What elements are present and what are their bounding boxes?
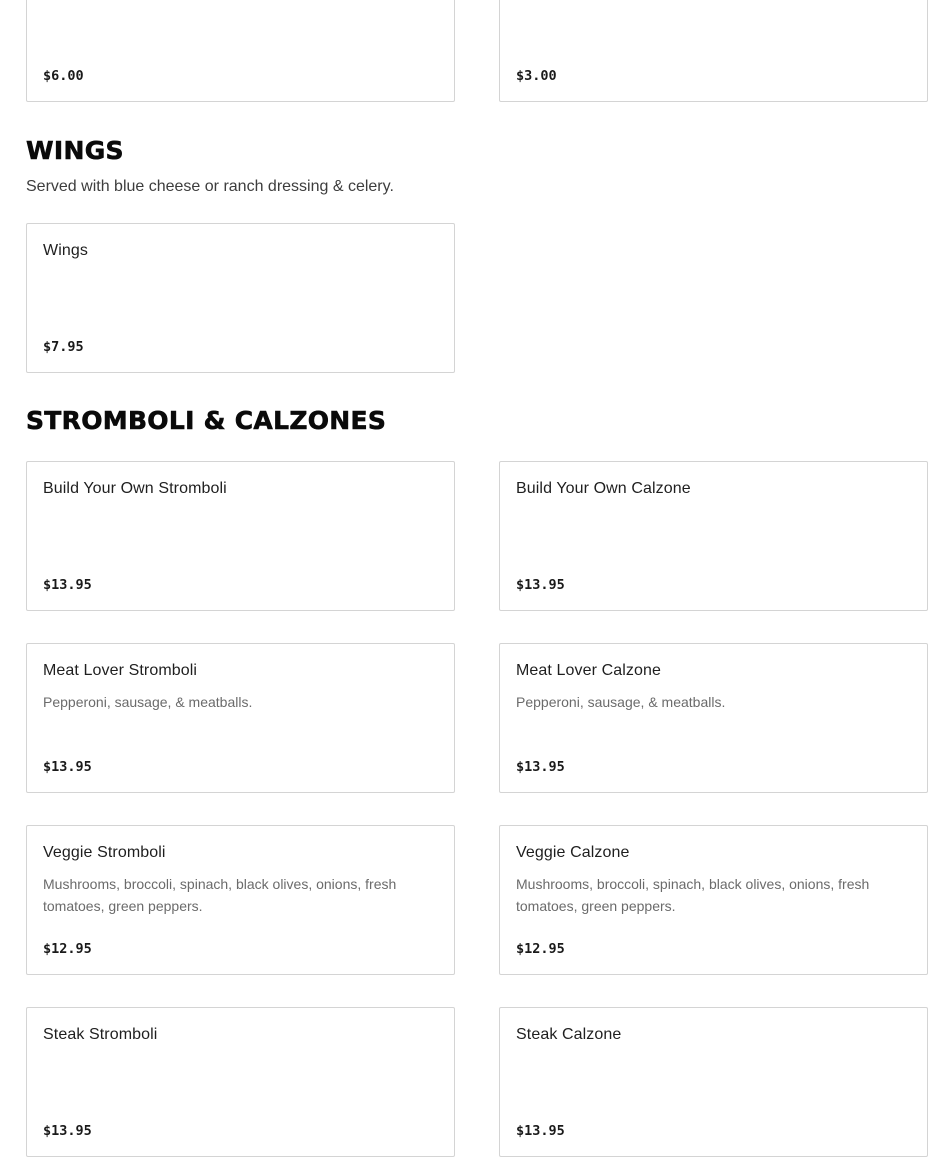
item-name: Wings [43, 242, 88, 259]
item-price: $13.95 [516, 1123, 565, 1139]
menu-item-card[interactable] [499, 0, 928, 102]
menu-item-card[interactable] [26, 825, 455, 975]
menu-item-card[interactable] [499, 461, 928, 611]
item-price: $13.95 [43, 759, 92, 775]
menu-item-card[interactable] [26, 461, 455, 611]
item-description: Mushrooms, broccoli, spinach, black olives, onions, fresh tomatoes, green peppers. [516, 876, 870, 914]
item-price: $7.95 [43, 339, 84, 355]
item-description: Mushrooms, broccoli, spinach, black olives, onions, fresh tomatoes, green peppers. [43, 876, 397, 914]
menu-item-card[interactable] [26, 0, 455, 102]
item-name: Veggie Stromboli [43, 844, 166, 861]
section-title-stromboli-calzones: STROMBOLI & CALZONES [26, 406, 387, 435]
item-name: Steak Calzone [516, 1026, 622, 1043]
item-name: Build Your Own Stromboli [43, 480, 227, 497]
menu-item-card[interactable] [26, 1007, 455, 1157]
menu-item-card[interactable] [26, 643, 455, 793]
item-name: Steak Stromboli [43, 1026, 158, 1043]
item-price: $13.95 [43, 577, 92, 593]
item-description: Pepperoni, sausage, & meatballs. [516, 694, 726, 710]
item-name: Meat Lover Stromboli [43, 662, 198, 679]
item-name: Meat Lover Calzone [516, 662, 661, 679]
item-price: $6.00 [43, 68, 84, 84]
menu-item-card[interactable] [499, 825, 928, 975]
item-price: $13.95 [516, 759, 565, 775]
item-name: Veggie Calzone [516, 844, 630, 861]
section-subtitle-wings: Served with blue cheese or ranch dressing & celery. [26, 178, 394, 195]
menu-item-card[interactable] [499, 1007, 928, 1157]
item-price: $13.95 [43, 1123, 92, 1139]
item-price: $12.95 [43, 941, 92, 957]
menu-item-card[interactable] [499, 643, 928, 793]
item-price: $3.00 [516, 68, 557, 84]
item-price: $12.95 [516, 941, 565, 957]
section-title-wings: WINGS [26, 136, 124, 165]
item-price: $13.95 [516, 577, 565, 593]
item-name: Build Your Own Calzone [516, 480, 691, 497]
item-description: Pepperoni, sausage, & meatballs. [43, 694, 253, 710]
menu-item-card[interactable] [26, 223, 455, 373]
